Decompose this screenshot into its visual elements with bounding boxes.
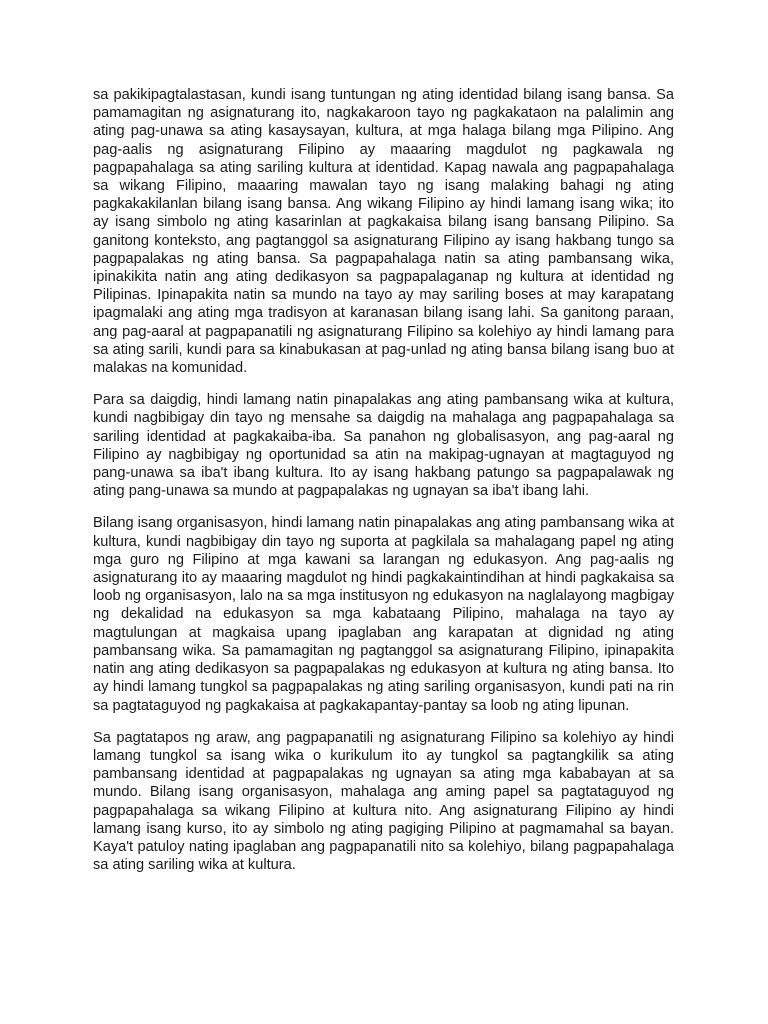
paragraph-3: Bilang isang organisasyon, hindi lamang natin pinapalakas ang ating pambansang wika at kultura, kundi nagbibigay din tayo ng suporta at pagkilala sa mahalagang papel ng ating mga guro ng Filipino at mga kawani sa larangan ng edukasyon. Ang pag-aalis ng asignaturang ito ay maaaring magdulot ng hindi pagkakaintindihan at hindi pagkakaisa sa loob ng organisasyon, lalo na sa mga institusyon ng edukasyon na naglalayong magbigay ng dekalidad na edukasyon sa mga kabataang Pilipino, mahalaga na tayo ay magtulungan at magkaisa upang ipaglaban ang karapatan at dignidad ng ating pambansang wika. Sa pamamagitan ng pagtanggol sa asignaturang Filipino, ipinapakita natin ang ating dedikasyon sa pagpapalakas ng edukasyon at kultura ng ating bansa. Ito ay hindi lamang tungkol sa pagpapalakas ng ating sariling organisasyon, kundi pati na rin sa pagtataguyod ng pagkakaisa at pagkakapantay-pantay sa loob ng ating lipunan. (93, 515, 674, 714)
paragraph-2: Para sa daigdig, hindi lamang natin pinapalakas ang ating pambansang wika at kultura, kundi nagbibigay din tayo ng mensahe sa daigdig na mahalaga ang pagpapahalaga sa sariling identidad at pagkakaiba-iba. Sa panahon ng globalisasyon, ang pag-aaral ng Filipino ay nagbibigay ng oportunidad sa atin na makipag-ugnayan at magtaguyod ng pang-unawa sa iba't ibang kultura. Ito ay isang hakbang patungo sa pagpapalawak ng ating pang-unawa sa mundo at pagpapalakas ng ugnayan sa iba't ibang lahi. (93, 392, 674, 500)
document-page (93, 86, 674, 888)
paragraph-1: sa pakikipagtalastasan, kundi isang tuntungan ng ating identidad bilang isang bansa. Sa pamamagitan ng asignaturang ito, nagkakaroon tayo ng pagkakataon na palalimin ang ating pag-unawa sa ating kasaysayan, kultura, at mga halaga bilang mga Pilipino. Ang pag-aalis ng asignaturang Filipino ay maaaring magdulot ng pagkawala ng pagpapahalaga sa ating sariling kultura at identidad. Kapag nawala ang pagpapahalaga sa wikang Filipino, maaaring mawalan tayo ng isang malaking bahagi ng ating pagkakakilanlan bilang isang bansa. Ang wikang Filipino ay hindi lamang isang wika; ito ay isang simbolo ng ating kasarinlan at pagkakaisa bilang isang bansang Pilipino. Sa ganitong konteksto, ang pagtanggol sa asignaturang Filipino ay isang hakbang tungo sa pagpapalakas ng ating bansa. Sa pagpapahalaga natin sa ating pambansang wika, ipinakikita natin ang ating dedikasyon sa pagpapalaganap ng kultura at identidad ng Pilipinas. Ipinapakita natin sa mundo na tayo ay may sariling boses at may karapatang ipagmalaki ang ating mga tradisyon at karanasan bilang isang lahi. Sa ganitong paraan, ang pag-aaral at pagpapanatili ng asignaturang Filipino sa kolehiyo ay hindi lamang para sa ating sarili, kundi para sa kinabukasan at pag-unlad ng ating bansa bilang isang buo at malakas na komunidad. (93, 87, 674, 377)
paragraph-4: Sa pagtatapos ng araw, ang pagpapanatili ng asignaturang Filipino sa kolehiyo ay hindi lamang tungkol sa isang wika o kurikulum ito ay tungkol sa pagtangkilik sa ating pambansang identidad at pagpapalakas ng ugnayan sa ating mga kababayan at sa mundo. Bilang isang organisasyon, mahalaga ang aming papel sa pagtataguyod ng pagpapahalaga sa wikang Filipino at kultura nito. Ang asignaturang Filipino ay hindi lamang isang kurso, ito ay simbolo ng ating pagiging Pilipino at pagmamahal sa bayan. Kaya't patuloy nating ipaglaban ang pagpapanatili nito sa kolehiyo, bilang pagpapahalaga sa ating sariling wika at kultura. (93, 729, 674, 874)
